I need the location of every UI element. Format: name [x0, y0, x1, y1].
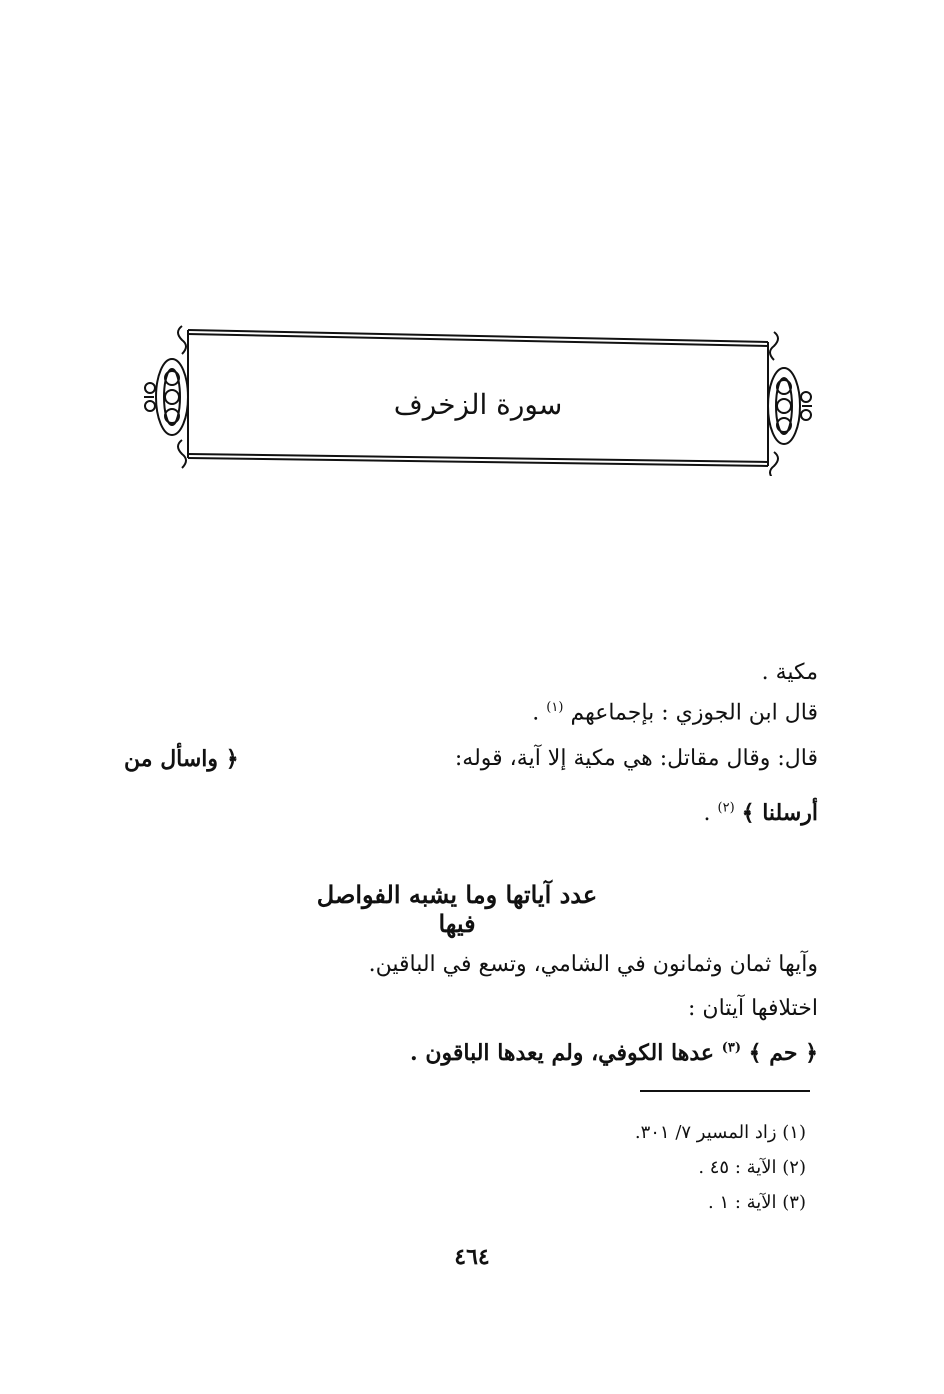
quran-quote-1: ﴿ واسأل من [124, 746, 239, 772]
quran-quote-1-end: أرسلنا ﴾ [741, 800, 818, 826]
body-line-1: وآيها ثمان وثمانون في الشامي، وتسع في الباقين. [368, 952, 818, 977]
intro-line-2 [532, 700, 818, 725]
title-frame [138, 318, 818, 476]
body-line-3 [410, 1040, 818, 1066]
footnote-ref-3: (٣) [721, 1040, 741, 1056]
footnote-1: (١) زاد المسير ٧/ ٣٠١. [634, 1122, 806, 1143]
surah-title: سورة الزخرف [393, 388, 563, 421]
intro-line-2-text: قال ابن الجوزي : بإجماعهم [570, 700, 818, 726]
footnote-ref-1: (١) [546, 700, 564, 715]
intro-line-4-end: . [703, 801, 711, 826]
body-line-3-text: عدها الكوفي، ولم يعدها الباقون . [410, 1040, 715, 1066]
footnote-3: (٣) الآية : ١ . [707, 1192, 806, 1213]
intro-line-3 [124, 746, 818, 772]
intro-line-4 [704, 800, 819, 826]
quran-quote-2: ﴿ حم ﴾ [748, 1040, 818, 1066]
footnote-2: (٢) الآية : ٤٥ . [698, 1157, 806, 1178]
intro-line-2-end: . [532, 700, 540, 726]
footnote-divider [640, 1090, 810, 1092]
section-heading: عدد آياتها وما يشبه الفواصل فيها [316, 880, 598, 938]
body-line-2: اختلافها آيتان : [688, 996, 818, 1021]
page-number: ٤٦٤ [454, 1244, 490, 1270]
footnote-ref-2: (٢) [717, 800, 735, 816]
intro-line-3-text: قال: وقال مقاتل: هي مكية إلا آية، قوله: [454, 746, 818, 771]
intro-line-1: مكية . [761, 660, 818, 685]
